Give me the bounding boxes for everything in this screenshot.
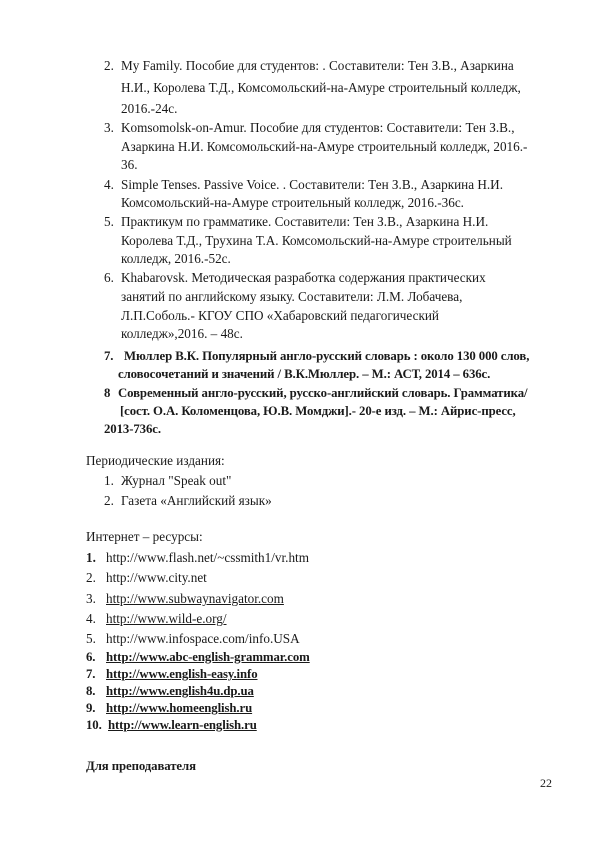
ref-line: 36. bbox=[121, 157, 138, 172]
page-number: 22 bbox=[540, 776, 552, 790]
ref-number: 2. bbox=[104, 58, 114, 73]
ref-line: колледж, 2016.-52с. bbox=[121, 251, 231, 266]
list-number: 1. bbox=[104, 473, 114, 488]
periodical-item: Газета «Английский язык» bbox=[121, 493, 272, 508]
internet-link[interactable]: http://www.homeenglish.ru bbox=[106, 701, 253, 715]
ref-line: Komsomolsk-on-Amur. Пособие для студентов: Составители: Тен З.В., bbox=[121, 120, 515, 135]
ref-line: Комсомольский-на-Амуре строительный колледж, 2016.-36с. bbox=[121, 195, 464, 210]
list-number: 9. bbox=[86, 701, 96, 715]
ref-line: занятий по английскому языку. Составители: Л.М. Лобачева, bbox=[121, 289, 463, 304]
ref-line: Н.И., Королева Т.Д., Комсомольский-на-Амуре строительный колледж, bbox=[121, 80, 521, 95]
periodicals-heading: Периодические издания: bbox=[86, 453, 225, 468]
list-number: 6. bbox=[86, 650, 96, 664]
ref-line: колледж»,2016. – 48с. bbox=[121, 326, 243, 341]
ref-line: Современный англо-русский, русско-английский словарь. Грамматика/ bbox=[118, 386, 528, 400]
ref-number: 4. bbox=[104, 177, 114, 192]
internet-link[interactable]: http://www.english-easy.info bbox=[106, 667, 258, 681]
internet-link[interactable]: http://www.abc-english-grammar.com bbox=[106, 650, 310, 664]
internet-link[interactable]: http://www.infospace.com/info.USA bbox=[106, 631, 300, 646]
ref-number: 7. bbox=[104, 349, 114, 363]
ref-number: 6. bbox=[104, 270, 114, 285]
list-number: 1. bbox=[86, 550, 96, 565]
list-number: 2. bbox=[104, 493, 114, 508]
internet-link[interactable]: http://www.flash.net/~cssmith1/vr.htm bbox=[106, 550, 309, 565]
internet-link[interactable]: http://www.wild-e.org/ bbox=[106, 611, 227, 626]
ref-line: Азаркина Н.И. Комсомольский-на-Амуре строительный колледж, 2016.- bbox=[121, 139, 528, 154]
ref-line: Королева Т.Д., Трухина Т.А. Комсомольский-на-Амуре строительный bbox=[121, 233, 512, 248]
list-number: 3. bbox=[86, 591, 96, 606]
ref-line: Практикум по грамматике. Составители: Тен З.В., Азаркина Н.И. bbox=[121, 214, 489, 229]
internet-link[interactable]: http://www.city.net bbox=[106, 570, 207, 585]
periodical-item: Журнал "Speak out" bbox=[121, 473, 232, 488]
list-number: 10. bbox=[86, 718, 102, 732]
internet-heading: Интернет – ресурсы: bbox=[86, 529, 203, 544]
internet-link[interactable]: http://www.learn-english.ru bbox=[108, 718, 257, 732]
ref-number: 8 bbox=[104, 386, 111, 400]
list-number: 2. bbox=[86, 570, 96, 585]
ref-number: 5. bbox=[104, 214, 114, 229]
list-number: 4. bbox=[86, 611, 96, 626]
list-number: 5. bbox=[86, 631, 96, 646]
list-number: 8. bbox=[86, 684, 96, 698]
ref-line: Simple Tenses. Passive Voice. . Составители: Тен З.В., Азаркина Н.И. bbox=[121, 177, 504, 192]
ref-line: My Family. Пособие для студентов: . Составители: Тен З.В., Азаркина bbox=[121, 58, 514, 73]
ref-line: Khabarovsk. Методическая разработка содержания практических bbox=[121, 270, 486, 285]
ref-line: 2013-736с. bbox=[104, 422, 161, 436]
ref-line: Л.П.Соболь.- КГОУ СПО «Хабаровский педагогический bbox=[121, 308, 439, 323]
list-number: 7. bbox=[86, 667, 96, 681]
ref-line: [сост. О.А. Коломенцова, Ю.В. Момджи].- 20-е изд. – М.: Айрис-пресс, bbox=[120, 404, 516, 418]
ref-line: словосочетаний и значений / В.К.Мюллер. – М.: АСТ, 2014 – 636с. bbox=[118, 367, 491, 381]
teacher-heading: Для преподавателя bbox=[86, 759, 196, 773]
internet-link[interactable]: http://www.subwaynavigator.com bbox=[106, 591, 284, 606]
internet-link[interactable]: http://www.english4u.dp.ua bbox=[106, 684, 254, 698]
ref-line: Мюллер В.К. Популярный англо-русский словарь : около 130 000 слов, bbox=[124, 349, 530, 363]
ref-number: 3. bbox=[104, 120, 114, 135]
ref-line: 2016.-24с. bbox=[121, 101, 178, 116]
